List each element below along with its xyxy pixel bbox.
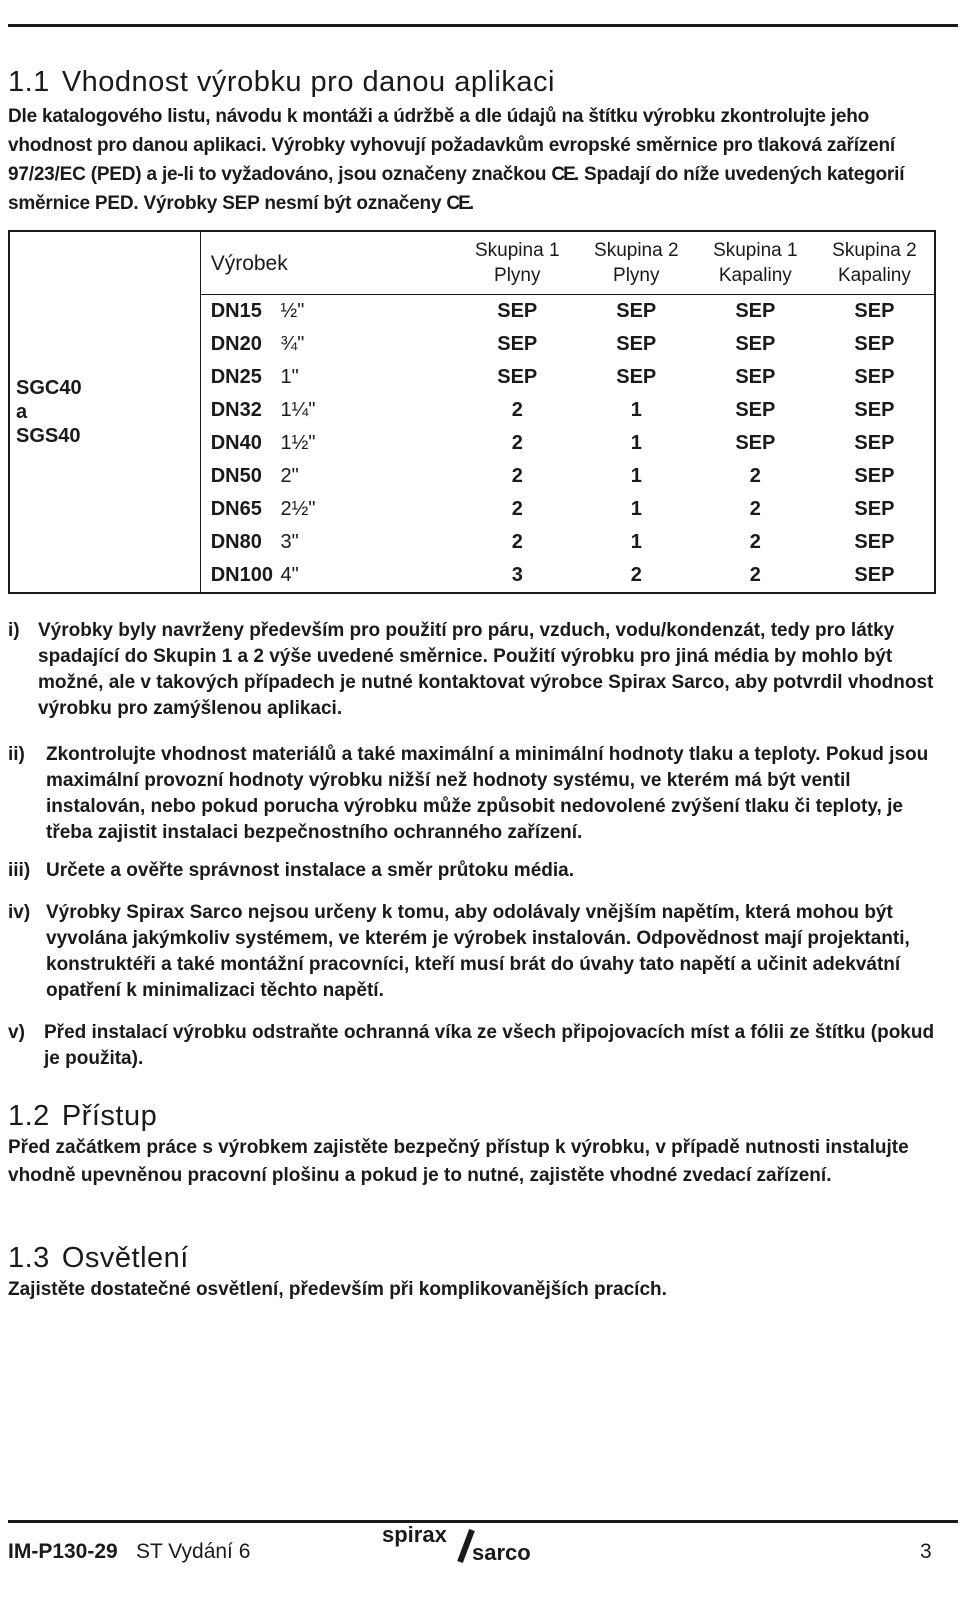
cell-category: 2	[511, 498, 523, 520]
intro-paragraph	[8, 102, 948, 218]
cell-category: SEP	[815, 493, 935, 526]
document-id: IM-P130-29	[8, 1540, 118, 1563]
note-text: Před instalací výrobku odstraňte ochranná víka ze všech připojovacích míst a fólii ze štítku (pokud je použita).	[44, 1022, 935, 1069]
cell-category: 2	[696, 559, 815, 593]
page-number: 3	[920, 1540, 932, 1563]
cell-dn: DN65	[210, 498, 262, 520]
footer-rule	[8, 1520, 958, 1523]
cell-category: SEP	[815, 427, 935, 460]
ce-mark-icon: CE	[446, 193, 469, 214]
cell-category: 2	[511, 465, 523, 487]
access-paragraph: Před začátkem práce s výrobkem zajistěte bezpečný přístup k výrobku, v případě nutnosti instalujte vhodně upevněnou pracovní plošinu a pokud je to nutné, zajistěte vhodné zvedací zařízení.	[8, 1137, 909, 1186]
cell-category: 2	[511, 432, 523, 454]
cell-category: 2	[749, 531, 761, 553]
cell-dn: DN20	[210, 333, 262, 355]
model-cell	[9, 231, 200, 593]
cell-category: 3	[458, 559, 577, 593]
section-title: Přístup	[61, 1100, 158, 1132]
cell-dn: DN25	[210, 366, 262, 388]
note-item	[8, 742, 938, 846]
logo-slash	[460, 1530, 472, 1562]
cell-category: SEP	[497, 333, 538, 355]
cell-category: SEP	[616, 366, 657, 388]
cell-category: SEP	[497, 366, 538, 388]
section-number: 1.2	[8, 1100, 50, 1132]
header-group: Skupina 2 Plyny	[577, 231, 696, 295]
section-number: 1.1	[8, 66, 50, 98]
cell-category: SEP	[815, 295, 935, 329]
cell-category: SEP	[735, 333, 776, 355]
ce-mark-icon: CE	[551, 164, 574, 185]
cell-category: SEP	[815, 526, 935, 559]
cell-category: 1	[630, 399, 642, 421]
cell-size: 3"	[280, 531, 299, 553]
section-heading-1-1	[8, 66, 555, 99]
cell-size: ½"	[281, 295, 458, 329]
note-text: Určete a ověřte správnost instalace a směr průtoku média.	[46, 860, 574, 881]
note-item	[8, 900, 938, 1004]
ped-category-table	[8, 230, 936, 594]
cell-category: 2	[749, 465, 761, 487]
cell-category: SEP	[815, 361, 935, 394]
cell-category: SEP	[815, 328, 935, 361]
table-header-row	[9, 231, 935, 295]
cell-category: SEP	[616, 333, 657, 355]
cell-size: 1"	[280, 366, 299, 388]
lighting-paragraph: Zajistěte dostatečné osvětlení, především při komplikovanějších pracích.	[8, 1279, 667, 1300]
note-item	[8, 1020, 938, 1072]
cell-size: 4"	[281, 559, 458, 593]
header-group: Skupina 1 Plyny	[458, 231, 577, 295]
cell-category: 2	[577, 559, 696, 593]
cell-category: 1	[630, 432, 642, 454]
cell-dn: DN32	[210, 399, 262, 421]
model-line: a	[16, 401, 28, 423]
cell-category: SEP	[696, 295, 815, 329]
document-edition: ST Vydání 6	[136, 1540, 251, 1563]
note-text: Výrobky byly navrženy především pro použití pro páru, vzduch, vodu/kondenzát, tedy pro látky spadající do Skupin 1 a 2 výše uvedené směrnice. Použití výrobku pro jiná média by mohlo být možné, ale v takových případech je nutné kontaktovat výrobce Spirax Sarco, aby potvrdil vhodnost výrobku pro zamýšlenou aplikaci.	[38, 620, 934, 719]
cell-category: 1	[630, 498, 642, 520]
cell-dn: DN80	[210, 531, 262, 553]
cell-category: SEP	[815, 394, 935, 427]
logo-word-2: sarco	[472, 1540, 531, 1564]
note-marker: v)	[8, 1022, 25, 1043]
intro-text-part3: .	[468, 193, 474, 214]
cell-dn: DN50	[210, 465, 262, 487]
note-text: Zkontrolujte vhodnost materiálů a také maximální a minimální hodnoty tlaku a teploty. Pokud jsou maximální provozní hodnoty výrobku nižší než hodnoty systému, ve kterém má být ventil instalován, nebo pokud porucha výrobku může způsobit nedovolené zvýšení tlaku či teploty, je třeba zajistit instalaci bezpečnostního ochranného zařízení.	[46, 744, 929, 843]
cell-dn: DN15	[200, 295, 280, 329]
cell-category: 2	[511, 399, 523, 421]
section-heading-1-2	[8, 1100, 157, 1133]
cell-category: 1	[630, 531, 642, 553]
cell-size: 1¼"	[280, 399, 316, 421]
cell-category: SEP	[735, 399, 776, 421]
cell-category: 2	[749, 498, 761, 520]
intro-text-part2: . Spadají do níže uvedených kategorií směrnice PED. Výrobky SEP nesmí být označeny	[8, 164, 905, 214]
cell-size: 1½"	[280, 432, 316, 454]
cell-category: SEP	[458, 295, 577, 329]
note-item	[8, 858, 938, 884]
cell-category: SEP	[815, 559, 935, 593]
cell-dn: DN40	[210, 432, 262, 454]
spirax-sarco-logo	[380, 1524, 560, 1564]
cell-category: SEP	[815, 460, 935, 493]
header-product: Výrobek	[200, 231, 458, 295]
cell-category: 2	[511, 531, 523, 553]
cell-size: 2½"	[280, 498, 316, 520]
cell-category: SEP	[577, 295, 696, 329]
cell-category: SEP	[735, 432, 776, 454]
model-line: SGS40	[16, 425, 81, 447]
cell-category: SEP	[735, 366, 776, 388]
note-item	[8, 618, 938, 722]
header-group: Skupina 1 Kapaliny	[696, 231, 815, 295]
note-marker: i)	[8, 620, 20, 641]
cell-dn: DN100	[200, 559, 280, 593]
note-marker: iv)	[8, 902, 31, 923]
note-marker: ii)	[8, 744, 25, 765]
section-heading-1-3	[8, 1242, 189, 1275]
model-line: SGC40	[16, 377, 82, 399]
section-number: 1.3	[8, 1242, 50, 1274]
cell-size: ¾"	[280, 333, 305, 355]
cell-size: 2"	[280, 465, 299, 487]
section-title: Vhodnost výrobku pro danou aplikaci	[61, 66, 555, 98]
section-title: Osvětlení	[61, 1242, 189, 1274]
intro-text-part1: Dle katalogového listu, návodu k montáži a údržbě a dle údajů na štítku výrobku zkontrolujte jeho vhodnost pro danou aplikaci. Výrobky vyhovují požadavkům evropské směrnice pro tlaková zařízení 97/23/EC (PED) a je-li to vyžadováno, jsou označeny značkou	[8, 106, 895, 185]
header-group: Skupina 2 Kapaliny	[815, 231, 935, 295]
note-text: Výrobky Spirax Sarco nejsou určeny k tomu, aby odolávaly vnějším napětím, která mohou být vyvolána jakýmkoliv systémem, ve kterém je výrobek instalován. Odpovědnost mají projektanti, konstruktéři a také montážní pracovníci, kteří musí brát do úvahy tato napětí a učinit adekvátní opatření k minimalizaci těchto napětí.	[46, 902, 910, 1001]
logo-word-1: spirax	[382, 1524, 447, 1547]
cell-category: 1	[630, 465, 642, 487]
top-rule	[8, 24, 958, 27]
note-marker: iii)	[8, 860, 31, 881]
